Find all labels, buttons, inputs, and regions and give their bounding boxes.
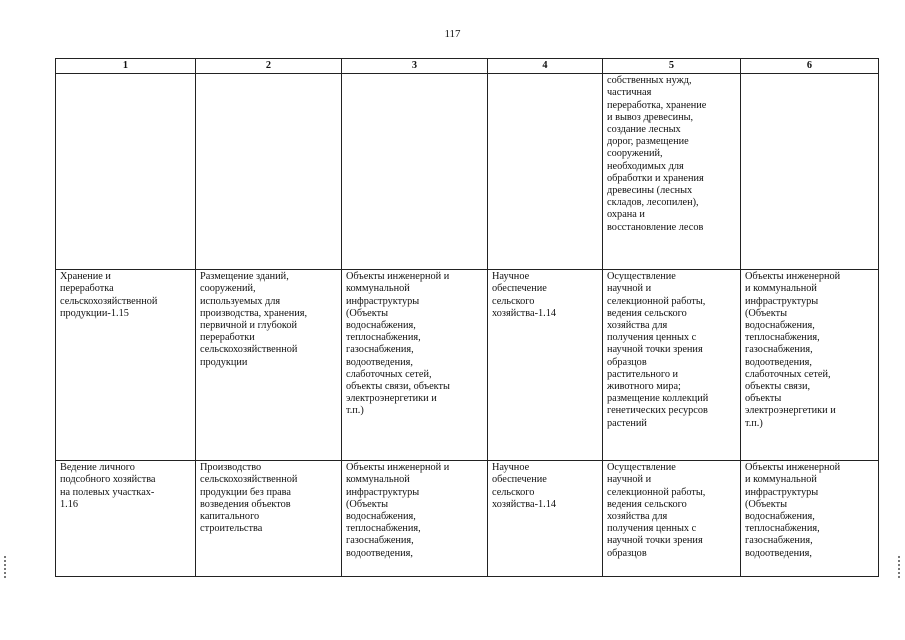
right-margin-mark bbox=[898, 556, 900, 578]
table-cell bbox=[741, 74, 879, 270]
column-header-1: 1 bbox=[56, 59, 196, 74]
table-cell: Производство сельскохозяйственной продукции без права возведения объектов капитального строительства bbox=[196, 461, 342, 577]
table-cell bbox=[342, 74, 488, 270]
table-cell: Объекты инженерной и коммунальной инфраструктуры (Объекты водоснабжения, теплоснабжения, газоснабжения, водоотведения, bbox=[342, 461, 488, 577]
header-row bbox=[56, 59, 879, 74]
table-cell: Размещение зданий, сооружений, используемых для производства, хранения, первичной и глубокой переработки сельскохозяйственной продукции bbox=[196, 270, 342, 461]
left-margin-mark bbox=[4, 556, 6, 578]
land-use-table bbox=[55, 58, 879, 577]
table-cell: Научное обеспечение сельского хозяйства-1.14 bbox=[488, 270, 603, 461]
table-cell: Хранение и переработка сельскохозяйственной продукции-1.15 bbox=[56, 270, 196, 461]
table-cell: Осуществление научной и селекционной работы, ведения сельского хозяйства для получения ценных с научной точки зрения образцов bbox=[603, 461, 741, 577]
table-cell: Научное обеспечение сельского хозяйства-1.14 bbox=[488, 461, 603, 577]
column-header-5: 5 bbox=[603, 59, 741, 74]
table-cell bbox=[196, 74, 342, 270]
table-cell bbox=[56, 74, 196, 270]
table-row bbox=[56, 74, 879, 270]
table-cell: Объекты инженерной и коммунальной инфраструктуры (Объекты водоснабжения, теплоснабжения, газоснабжения, водоотведения, слаботочных сетей, объекты связи, объекты электроэнергетики и т.п.) bbox=[342, 270, 488, 461]
table-cell bbox=[488, 74, 603, 270]
table-cell: Ведение личного подсобного хозяйства на полевых участках- 1.16 bbox=[56, 461, 196, 577]
table-cell: Объекты инженерной и коммунальной инфраструктуры (Объекты водоснабжения, теплоснабжения, газоснабжения, водоотведения, bbox=[741, 461, 879, 577]
table-row bbox=[56, 461, 879, 577]
table-row bbox=[56, 270, 879, 461]
table-cell: собственных нужд, частичная переработка, хранение и вывоз древесины, создание лесных дорог, размещение сооружений, необходимых для обработки и хранения древесины (лесных складов, лесопилен), охрана и восстановление лесов bbox=[603, 74, 741, 270]
column-header-3: 3 bbox=[342, 59, 488, 74]
column-header-6: 6 bbox=[741, 59, 879, 74]
column-header-4: 4 bbox=[488, 59, 603, 74]
table-cell: Осуществление научной и селекционной работы, ведения сельского хозяйства для получения ценных с научной точки зрения образцов растительного и животного мира; размещение коллекций генетических ресурсов растений bbox=[603, 270, 741, 461]
table-cell: Объекты инженерной и коммунальной инфраструктуры (Объекты водоснабжения, теплоснабжения, газоснабжения, водоотведения, слаботочных сетей, объекты связи, объекты электроэнергетики и т.п.) bbox=[741, 270, 879, 461]
page-number: 117 bbox=[444, 28, 461, 40]
column-header-2: 2 bbox=[196, 59, 342, 74]
